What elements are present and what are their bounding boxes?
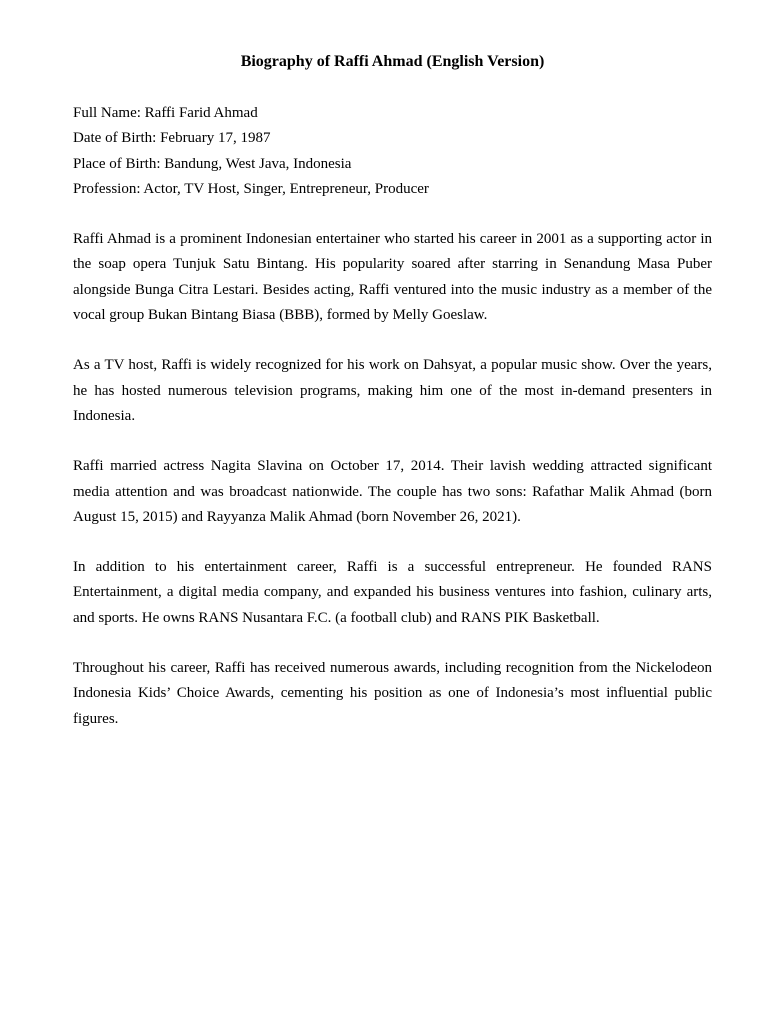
place-of-birth-line: Place of Birth: Bandung, West Java, Indonesia [73,155,352,172]
full-name-line: Full Name: Raffi Farid Ahmad [73,105,258,121]
paragraph-entrepreneur: In addition to his entertainment career, Raffi is a successful entrepreneur. He founded RANS Entertainment, a digital media company, and expanded his business ventures into fashion, culinary arts, and sports. He owns RANS Nusantara F.C. (a football club) and RANS PIK Basketball. [73,559,712,626]
document-page [73,50,712,732]
paragraph-tv-host: As a TV host, Raffi is widely recognized for his work on Dahsyat, a popular music show. Over the years, he has hosted numerous television programs, making him one of the most in-demand presenters in Indonesia. [73,357,712,424]
paragraph-career-start: Raffi Ahmad is a prominent Indonesian entertainer who started his career in 2001 as a supporting actor in the soap opera Tunjuk Satu Bintang. His popularity soared after starring in Senandung Masa Puber alongside Bunga Citra Lestari. Besides acting, Raffi ventured into the music industry as a member of the vocal group Bukan Bintang Biasa (BBB), formed by Melly Goeslaw. [73,231,712,324]
profession-line: Profession: Actor, TV Host, Singer, Entrepreneur, Producer [73,180,429,197]
document-title: Biography of Raffi Ahmad (English Version) [240,53,545,70]
paragraph-awards: Throughout his career, Raffi has received numerous awards, including recognition from the Nickelodeon Indonesia Kids’ Choice Awards, cementing his position as one of Indonesia’s most influential public figures. [73,660,712,727]
personal-info-block [73,101,712,202]
paragraph-marriage: Raffi married actress Nagita Slavina on October 17, 2014. Their lavish wedding attracted significant media attention and was broadcast nationwide. The couple has two sons: Rafathar Malik Ahmad (born August 15, 2015) and Rayyanza Malik Ahmad (born November 26, 2021). [73,458,712,525]
date-of-birth-line: Date of Birth: February 17, 1987 [73,130,271,147]
